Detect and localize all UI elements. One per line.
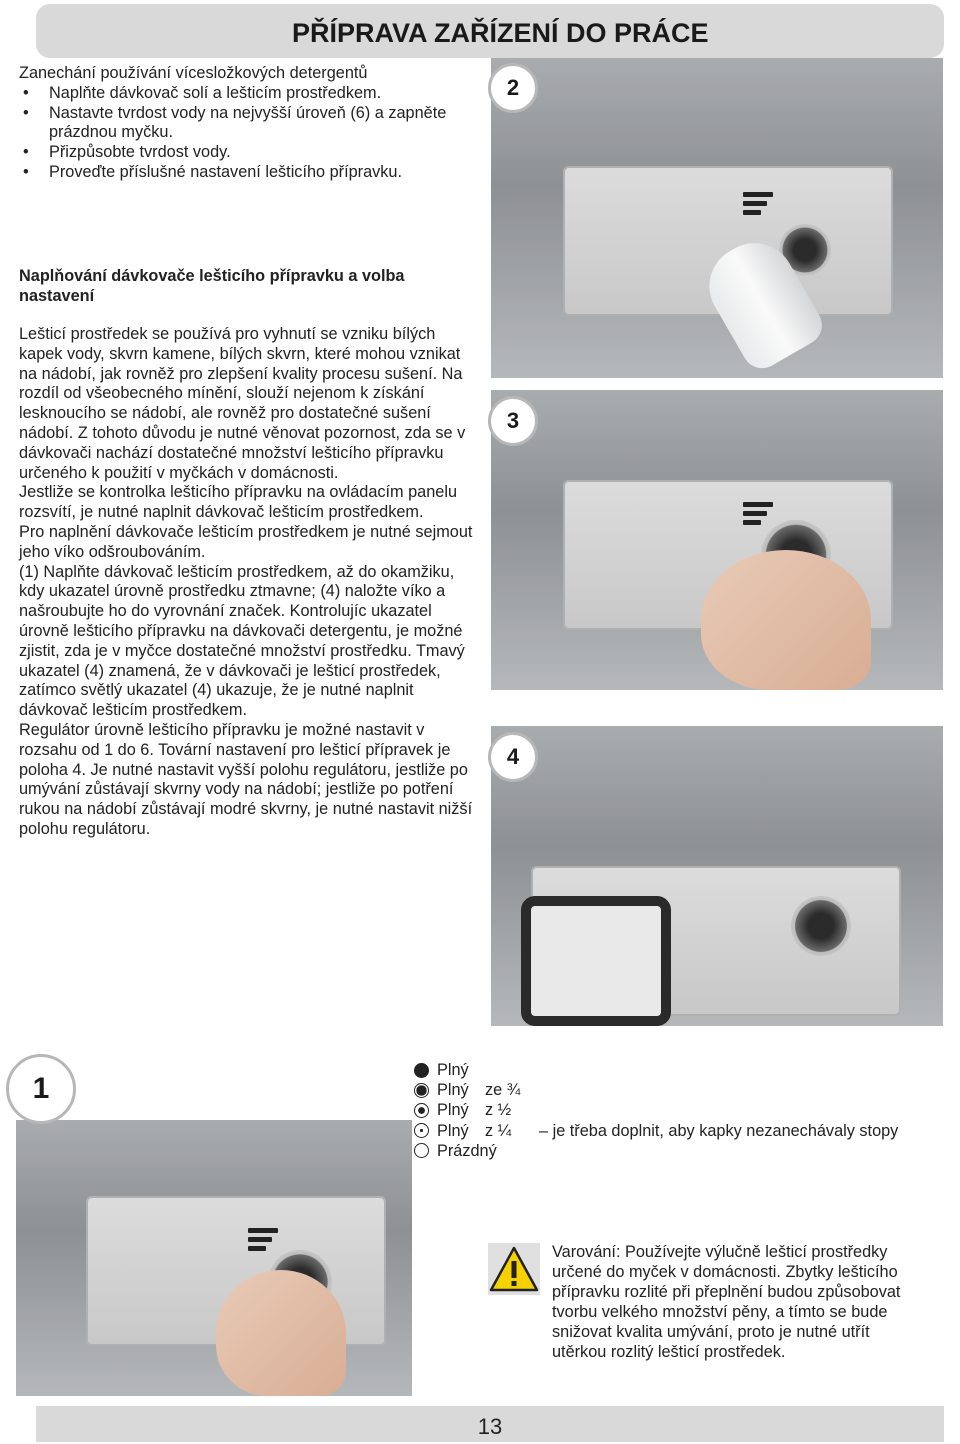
level-three-quarters-icon [414, 1083, 429, 1098]
intro-block [19, 64, 479, 183]
hand [216, 1270, 346, 1396]
figure-badge-1: 1 [6, 1054, 76, 1124]
level-bars [743, 192, 773, 219]
level-half-icon [414, 1103, 429, 1118]
level-legend [414, 1060, 898, 1161]
level-quarter-icon [414, 1123, 429, 1138]
open-compartment [521, 896, 671, 1026]
warning-icon [488, 1243, 540, 1295]
legend-note: – je třeba doplnit, aby kapky nezanechávaly stopy [539, 1121, 899, 1140]
list-item: • Naplňte dávkovač solí a lešticím prostředkem. [49, 84, 479, 104]
figure-badge-4: 4 [488, 732, 538, 782]
paragraph: Jestliže se kontrolka lešticího přípravku na ovládacím panelu rozsvítí, je nutné naplnit dávkovač lešticím prostředkem. [19, 483, 458, 522]
intro-lead: Zanechání používání vícesložkových detergentů [19, 64, 368, 82]
legend-row-three-quarters: Plný ze ¾ [414, 1080, 898, 1100]
hand [701, 550, 871, 690]
dispenser-knob [791, 896, 851, 956]
paragraph: Lešticí prostředek se používá pro vyhnutí se vzniku bílých kapek vody, skvrn kamene, bílých skvrn, které mohou vznikat na nádobí, jak rovněž pro zlepšení kvality procesu sušení. Na rozdíl od všeobecného mínění, slouží nejenom k získání lesknoucího se nádobí, ale rovněž pro dostatečné sušení nádobí. Z tohoto důvodu je nutné věnovat pozornost, zda se v dávkovači nachází dostatečné množství lešticího přípravku určeného k použití v myčkách v domácnosti. [19, 325, 466, 482]
list-item: • Proveďte příslušné nastavení lešticího přípravku. [49, 163, 479, 183]
figure-2-photo [491, 58, 943, 378]
figure-badge-3: 3 [488, 396, 538, 446]
legend-row-full: Plný [414, 1060, 898, 1080]
figure-badge-2: 2 [488, 63, 538, 113]
intro-list [19, 84, 479, 183]
figure-1-photo [16, 1120, 412, 1396]
level-empty-icon [414, 1143, 429, 1158]
paragraph: Pro naplnění dávkovače lešticím prostředkem je nutné sejmout jeho víko odšroubováním. [19, 522, 473, 561]
section-body [19, 325, 479, 840]
figure-4-photo [491, 726, 943, 1026]
footer-bar [36, 1406, 944, 1442]
figure-3-photo [491, 390, 943, 690]
page-title: PŘÍPRAVA ZAŘÍZENÍ DO PRÁCE [292, 18, 709, 48]
legend-row-half: Plný z ½ [414, 1100, 898, 1120]
list-item: • Přizpůsobte tvrdost vody. [49, 143, 479, 163]
section-title: Naplňování dávkovače lešticího přípravku a volba nastavení [19, 267, 405, 305]
level-bars [743, 502, 773, 529]
warning-icon-box [488, 1243, 540, 1295]
header-bar [36, 4, 944, 58]
level-bars [248, 1228, 278, 1255]
legend-row-quarter: Plný z ¼ – je třeba doplnit, aby kapky nezanechávaly stopy [414, 1121, 898, 1141]
level-full-icon [414, 1063, 429, 1078]
legend-row-empty: Prázdný [414, 1141, 898, 1161]
warning-text: Varování: Používejte výlučně lešticí prostředky určené do myček v domácnosti. Zbytky lešticího přípravku rozlité při přeplnění budou způsobovat tvorbu velkého množství pěny, a tímto se bude snižovat kvalita umývání, proto je nutné utřít utěrkou rozlitý lešticí prostředek. [552, 1243, 901, 1361]
list-item: • Nastavte tvrdost vody na nejvyšší úroveň (6) a zapněte prázdnou myčku. [49, 104, 479, 144]
paragraph: Regulátor úrovně lešticího přípravku je možné nastavit v rozsahu od 1 do 6. Tovární nastavení pro lešticí přípravek je poloha 4. Je nutné nastavit vyšší polohu regulátoru, jestliže po umývání zůstávají skvrny vody na nádobí; jestliže po potření rukou na nádobí zůstávají modré skvrny, je nutné nastavit nižší polohu regulátoru. [19, 720, 473, 838]
page-number: 13 [477, 1414, 503, 1439]
paragraph: (1) Naplňte dávkovač lešticím prostředkem, až do okamžiku, kdy ukazatel úrovně prostředku ztmavne; (4) naložte víko a našroubujte ho do vyrovnání značek. Kontrolujíc ukazatel úrovně lešticího přípravku na dávkovači detergentu, je možné zjistit, zda je v myčce dostatečné množství prostředku. Tmavý ukazatel (4) znamená, že v dávkovači je lešticí prostředek, zatímco světlý ukazatel (4) ukazuje, že je nutné naplnit dávkovač lešticím prostředkem. [19, 562, 465, 720]
